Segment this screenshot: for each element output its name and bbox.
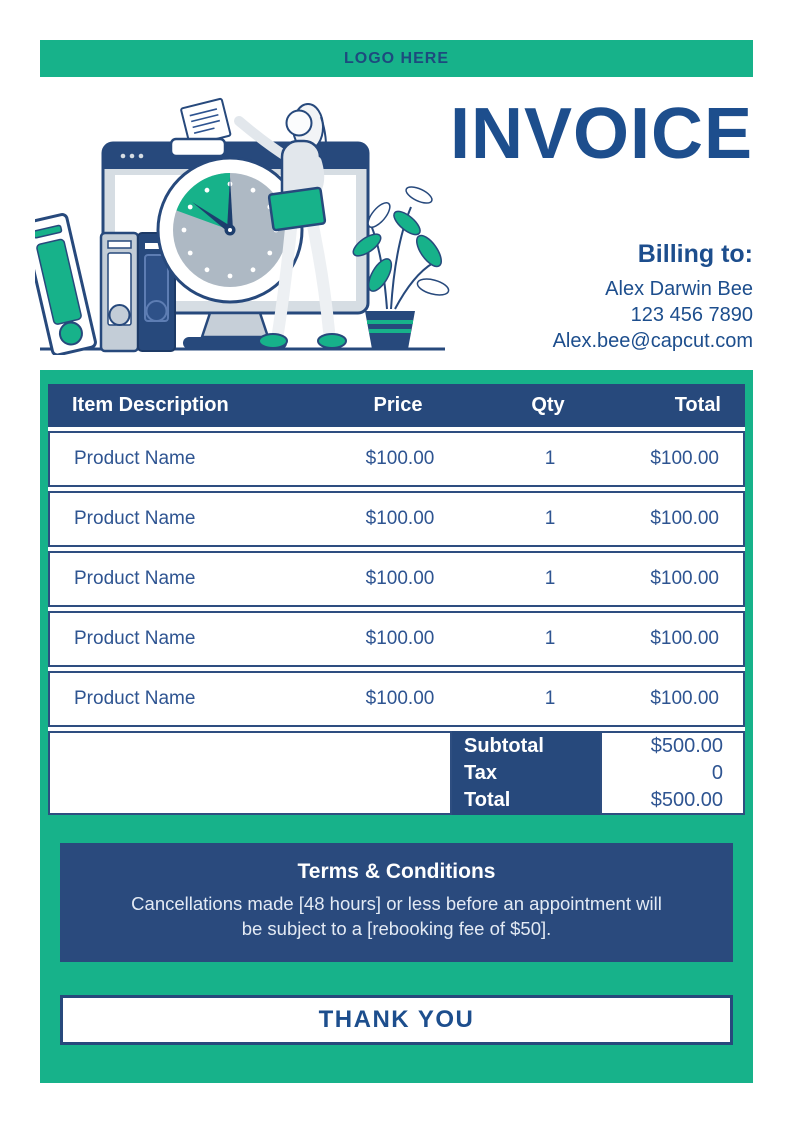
item-description: Product Name (74, 448, 196, 469)
logo-text: LOGO HERE (343, 49, 449, 67)
item-description: Product Name (74, 628, 196, 649)
table-row (48, 431, 745, 487)
billing-phone: 123 456 7890 (630, 304, 753, 326)
item-price: $100.00 (365, 568, 435, 589)
terms-body (94, 892, 699, 942)
subtotal-label: Subtotal (464, 735, 544, 757)
summary-values-box (600, 731, 745, 815)
item-qty: 1 (544, 688, 556, 709)
terms-line-1: Cancellations made [48 hours] or less before an appointment will (131, 893, 662, 914)
item-price: $100.00 (365, 508, 435, 529)
logo-banner (40, 40, 753, 77)
item-total: $100.00 (650, 688, 719, 709)
summary-labels-box (452, 731, 600, 815)
item-price: $100.00 (365, 688, 435, 709)
billing-section (553, 240, 753, 354)
items-table (48, 384, 745, 815)
billing-name: Alex Darwin Bee (605, 278, 753, 300)
printer-paper-icon (171, 99, 231, 156)
terms-line-2: be subject to a [rebooking fee of $50]. (241, 917, 552, 939)
binders-icon (35, 214, 175, 355)
item-total: $100.00 (650, 508, 719, 529)
item-total: $100.00 (650, 568, 719, 589)
item-price: $100.00 (365, 628, 435, 649)
column-total: Total (674, 394, 721, 416)
item-price: $100.00 (365, 448, 435, 469)
thank-you-text: THANK YOU (318, 1006, 475, 1033)
invoice-panel (40, 370, 753, 1083)
table-row (48, 611, 745, 667)
table-row (48, 671, 745, 727)
hero-illustration-icon (35, 95, 450, 355)
billing-label: Billing to: (637, 240, 753, 268)
subtotal-value: $500.00 (650, 735, 723, 757)
item-total: $100.00 (650, 448, 719, 469)
invoice-title: INVOICE (449, 94, 753, 174)
item-description: Product Name (74, 568, 196, 589)
tax-value: 0 (711, 762, 723, 784)
item-description: Product Name (74, 508, 196, 529)
terms-box (60, 843, 733, 962)
tax-label: Tax (464, 762, 497, 784)
summary-section (48, 731, 745, 815)
thank-you-box (60, 995, 733, 1045)
table-row (48, 491, 745, 547)
item-qty: 1 (544, 568, 556, 589)
total-value: $500.00 (650, 789, 723, 811)
item-total: $100.00 (650, 628, 719, 649)
table-row (48, 551, 745, 607)
total-label: Total (464, 789, 511, 811)
column-qty: Qty (531, 394, 565, 416)
item-qty: 1 (544, 448, 556, 469)
terms-title: Terms & Conditions (297, 860, 496, 883)
item-qty: 1 (544, 508, 556, 529)
column-price: Price (373, 394, 423, 416)
item-qty: 1 (544, 628, 556, 649)
column-item-description: Item Description (72, 394, 229, 416)
summary-empty-cell (48, 731, 452, 815)
billing-email: Alex.bee@capcut.com (552, 330, 753, 352)
table-header (48, 384, 745, 427)
item-description: Product Name (74, 688, 196, 709)
